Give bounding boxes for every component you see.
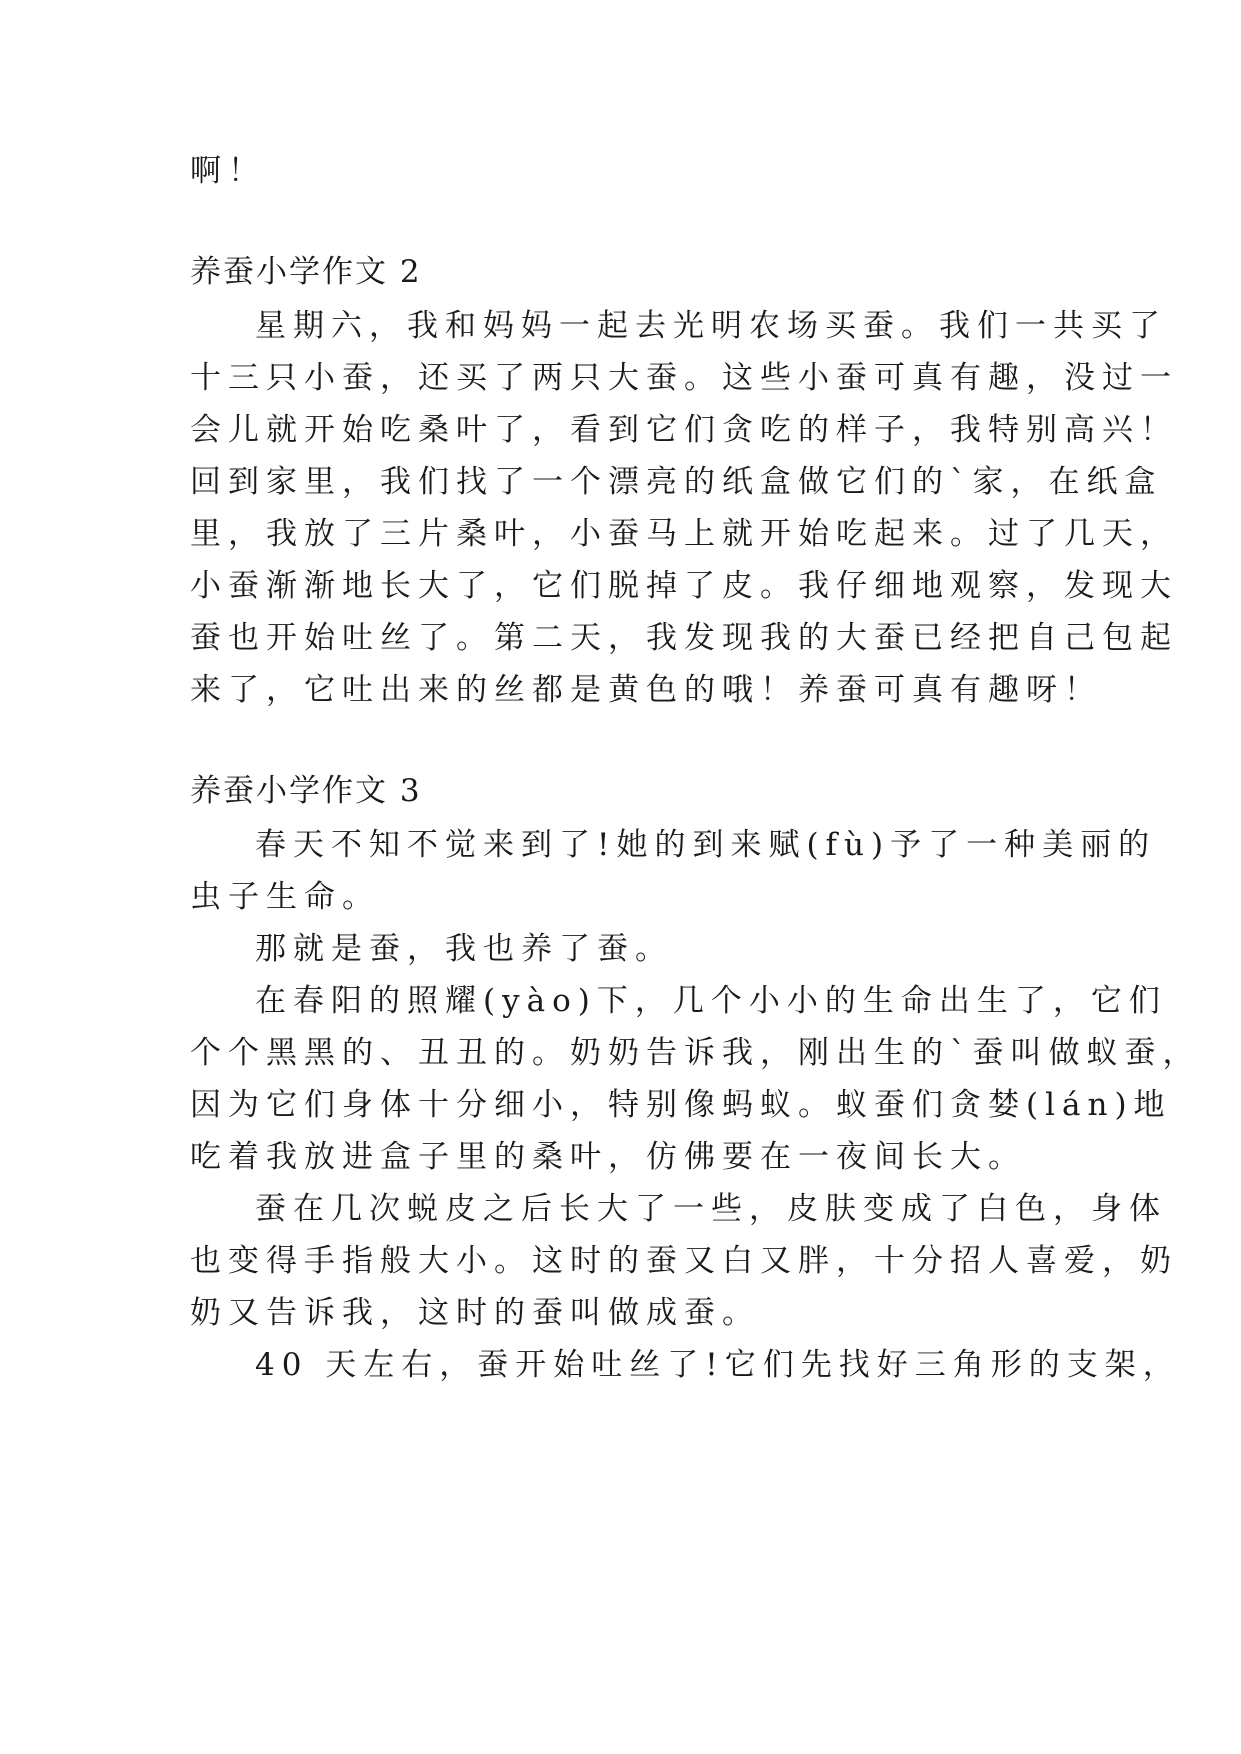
essay-3-line: 奶又告诉我，这时的蚕叫做成蚕。 <box>190 1295 760 1331</box>
essay-2-line: 里，我放了三片桑叶，小蚕马上就开始吃起来。过了几天， <box>190 516 1178 552</box>
continuation-text: 啊！ <box>190 153 266 189</box>
essay-3-line: 那就是蚕，我也养了蚕。 <box>255 931 673 967</box>
essay-3-line: 蚕在几次蜕皮之后长大了一些，皮肤变成了白色，身体 <box>255 1191 1167 1227</box>
essay-3-line: 因为它们身体十分细小，特别像蚂蚁。蚁蚕们贪婪(lán)地 <box>190 1087 1172 1123</box>
essay-2-line: 十三只小蚕，还买了两只大蚕。这些小蚕可真有趣，没过一 <box>190 360 1178 396</box>
essay-2-line: 星期六，我和妈妈一起去光明农场买蚕。我们一共买了 <box>255 308 1167 344</box>
essay-3-line: 虫子生命。 <box>190 879 380 915</box>
essay-2-line: 蚕也开始吐丝了。第二天，我发现我的大蚕已经把自己包起 <box>190 620 1178 656</box>
essay-2-line: 来了，它吐出来的丝都是黄色的哦！养蚕可真有趣呀！ <box>190 672 1102 708</box>
essay-2-line: 小蚕渐渐地长大了，它们脱掉了皮。我仔细地观察，发现大 <box>190 568 1178 604</box>
essay-2-line: 回到家里，我们找了一个漂亮的纸盒做它们的`家，在纸盒 <box>190 464 1163 500</box>
essay-3-line: 在春阳的照耀(yào)下，几个小小的生命出生了，它们 <box>255 983 1167 1019</box>
essay-3-title: 养蚕小学作文 3 <box>190 773 422 809</box>
essay-3-line: 也变得手指般大小。这时的蚕又白又胖，十分招人喜爱，奶 <box>190 1243 1178 1279</box>
essay-2-line: 会儿就开始吃桑叶了，看到它们贪吃的样子，我特别高兴！ <box>190 412 1178 448</box>
essay-3-line: 40 天左右，蚕开始吐丝了!它们先找好三角形的支架， <box>255 1347 1181 1383</box>
essay-2-title: 养蚕小学作文 2 <box>190 254 422 290</box>
essay-3-line: 春天不知不觉来到了!她的到来赋(fù)予了一种美丽的 <box>255 827 1157 863</box>
essay-3-line: 吃着我放进盒子里的桑叶，仿佛要在一夜间长大。 <box>190 1139 1026 1175</box>
essay-3-line: 个个黑黑的、丑丑的。奶奶告诉我，刚出生的`蚕叫做蚁蚕， <box>190 1035 1201 1071</box>
